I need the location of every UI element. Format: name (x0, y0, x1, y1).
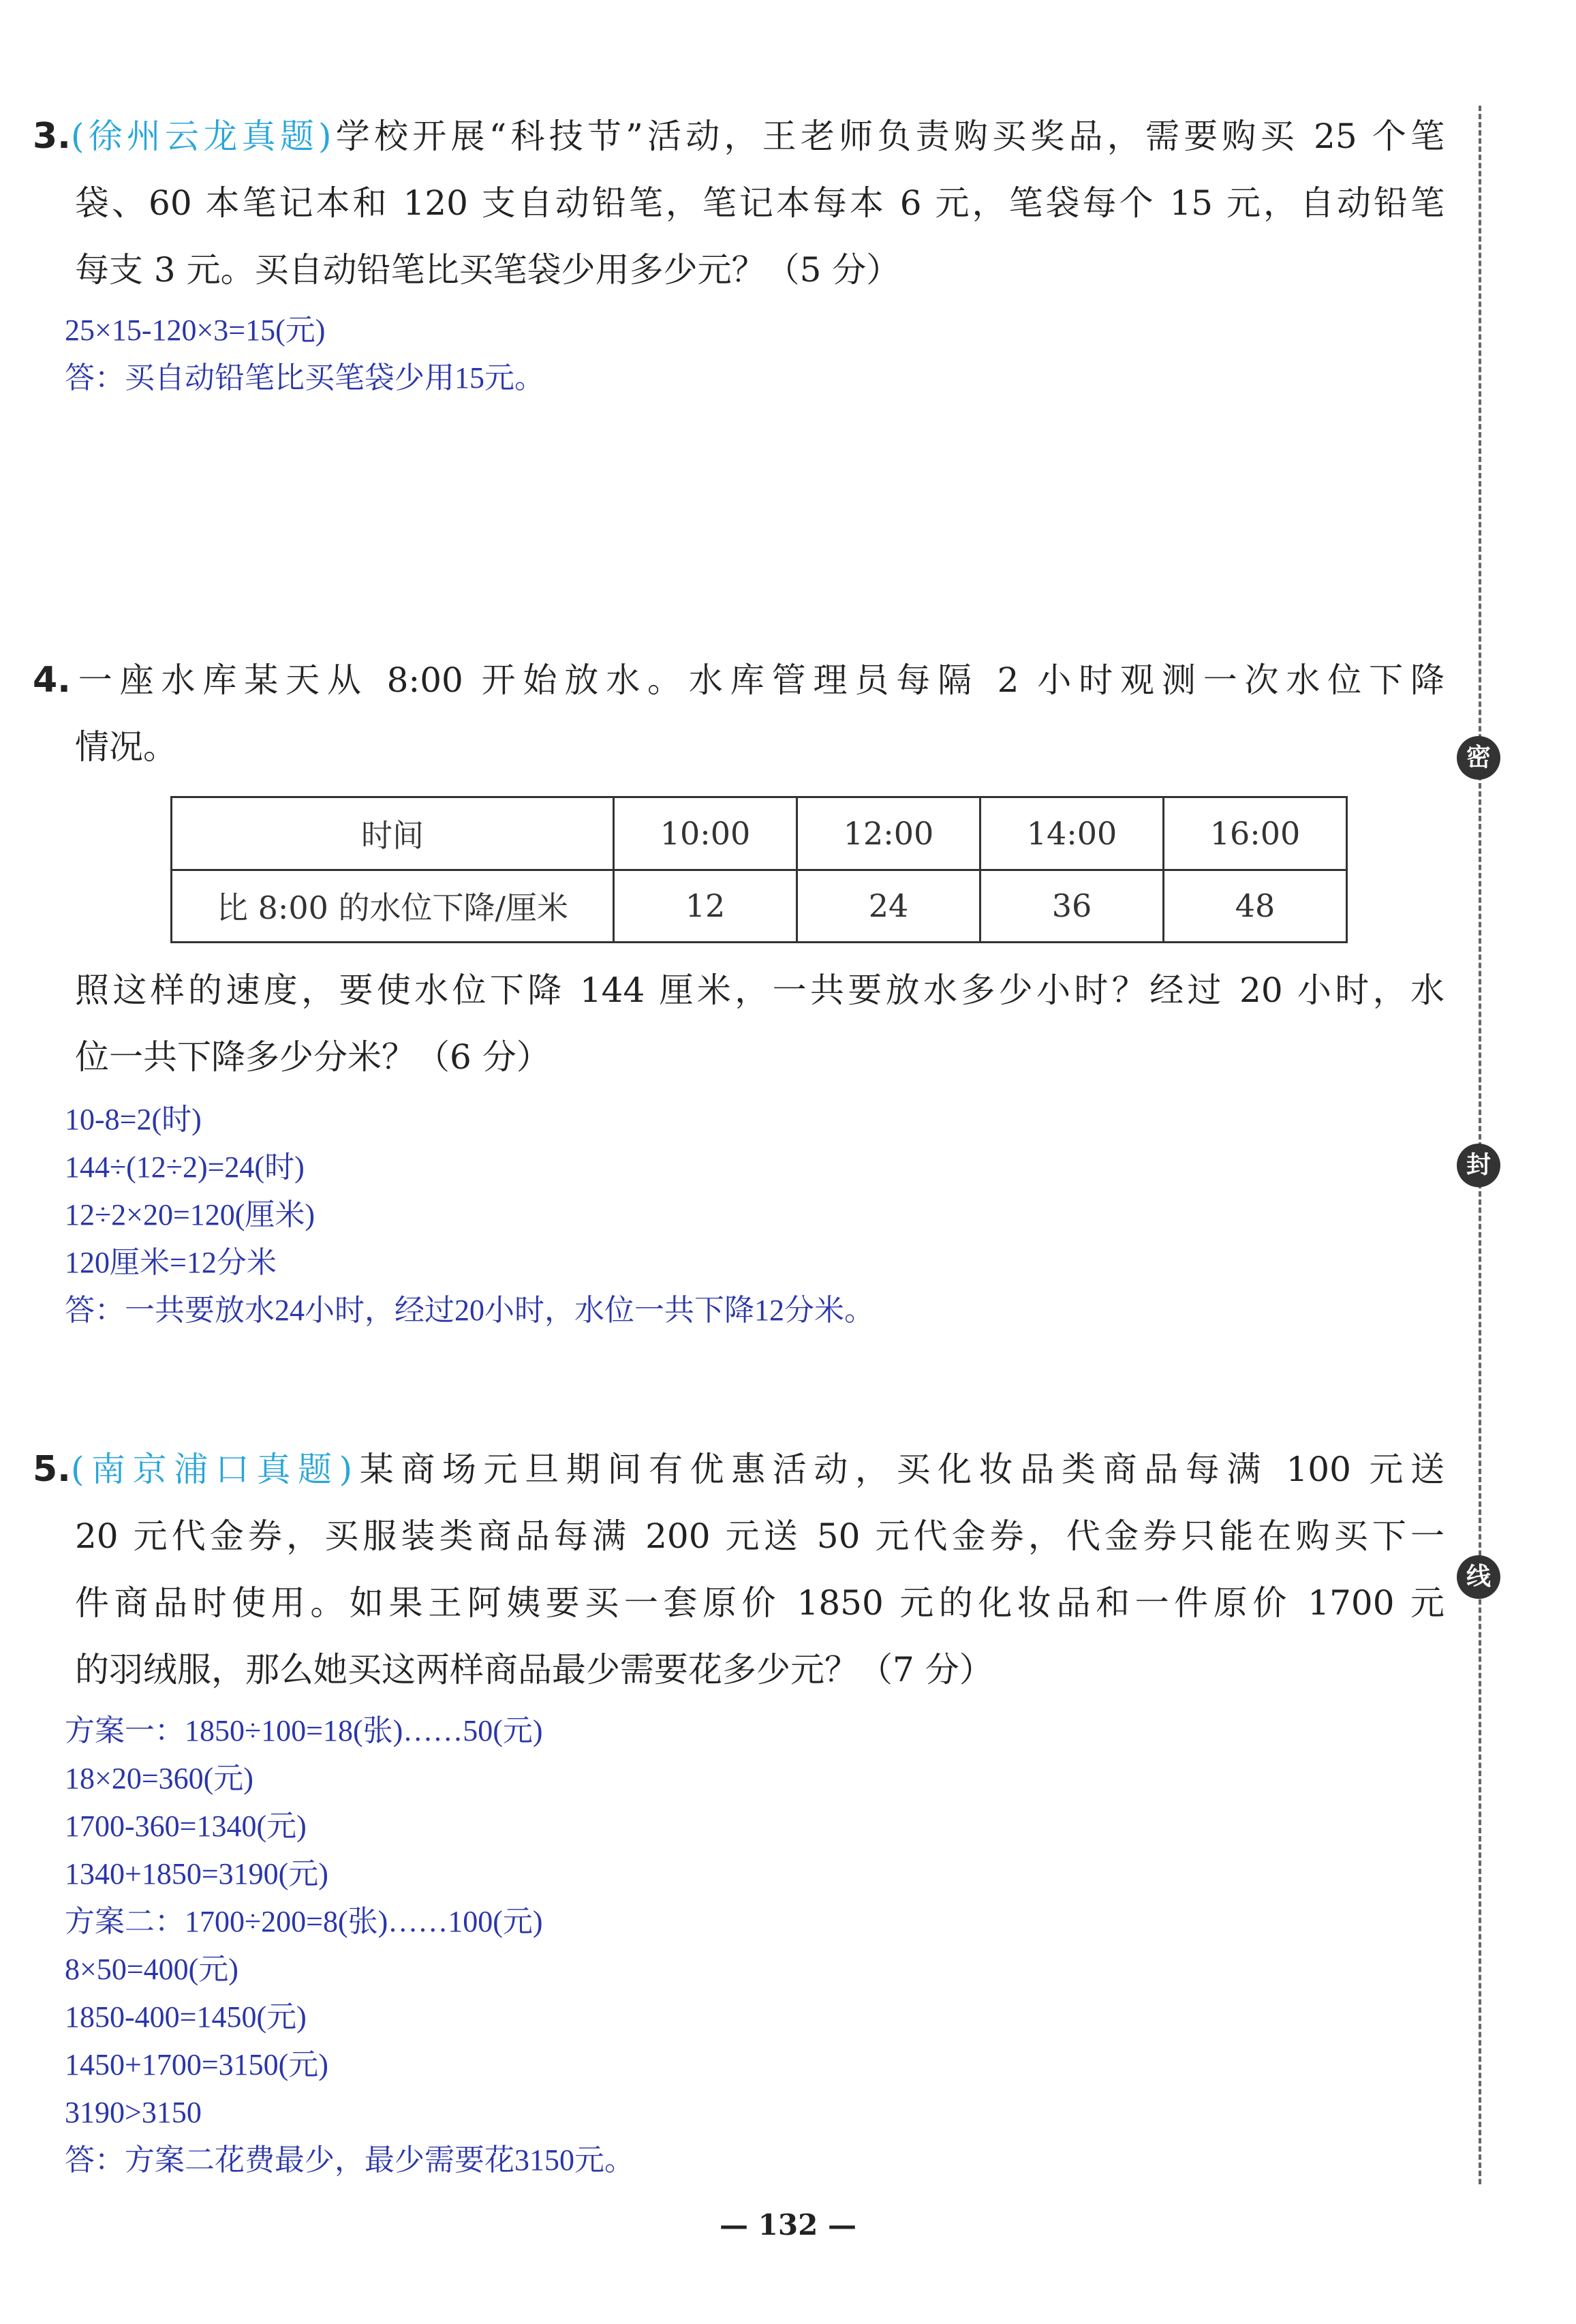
q4-answer-line-4: 120厘米=12分米 (65, 1246, 277, 1279)
table-row (172, 797, 1347, 870)
q5-answer-line-10: 答：方案二花费最少，最少需要花3150元。 (65, 2143, 634, 2177)
page-number: — 132 — (720, 2208, 856, 2242)
table-cell-time: 16:00 (1164, 797, 1347, 870)
q3-number: 3. (33, 116, 71, 157)
q5-answer-line-1: 方案一：1850÷100=18(张)……50(元) (65, 1714, 543, 1747)
q4-line-2: 情况。 (75, 727, 177, 767)
table-cell-drop: 48 (1164, 870, 1347, 943)
q5-answer-line-7: 1850-400=1450(元) (65, 2000, 307, 2034)
q5-answer-line-3: 1700-360=1340(元) (65, 1809, 307, 1843)
q5-answer-line-8: 1450+1700=3150(元) (65, 2048, 328, 2081)
q5-line-1: 5.(南京浦口真题)某商场元旦期间有优惠活动，买化妆品类商品每满 100 元送 (33, 1449, 1444, 1490)
seal-mark-xian: 线 (1457, 1555, 1500, 1599)
q4-answer-line-5: 答：一共要放水24小时，经过20小时，水位一共下降12分米。 (65, 1294, 874, 1327)
q5-line-2: 20 元代金券，买服装类商品每满 200 元送 50 元代金券，代金券只能在购买下一 (75, 1516, 1444, 1556)
q3-answer-line-2: 答：买自动铅笔比买笔袋少用15元。 (65, 361, 544, 395)
seal-mark-mi: 密 (1457, 736, 1500, 780)
q5-answer-line-6: 8×50=400(元) (65, 1953, 238, 1986)
q5-answer-line-4: 1340+1850=3190(元) (65, 1857, 328, 1891)
q5-answer-line-2: 18×20=360(元) (65, 1762, 253, 1795)
q5-number: 5. (33, 1449, 71, 1490)
q4-line-3: 照这样的速度，要使水位下降 144 厘米，一共要放水多少小时？经过 20 小时，水 (75, 970, 1444, 1010)
q5-source-tag: (南京浦口真题) (70, 1450, 353, 1489)
q3-line-2: 袋、60 本笔记本和 120 支自动铅笔，笔记本每本 6 元，笔袋每个 15 元，自动铅笔 (75, 183, 1444, 223)
table-cell-drop: 24 (797, 870, 980, 943)
q3-source-tag: (徐州云龙真题) (70, 117, 332, 156)
q5-answer-line-5: 方案二：1700÷200=8(张)……100(元) (65, 1905, 543, 1938)
q5-line-4: 的羽绒服，那么她买这两样商品最少需要花多少元？（7 分） (75, 1650, 993, 1690)
table-cell-drop: 12 (614, 870, 797, 943)
table-cell-time: 10:00 (614, 797, 797, 870)
table-header-time: 时间 (172, 797, 614, 870)
table-cell-time: 14:00 (980, 797, 1164, 870)
q4-line-1: 4.一座水库某天从 8:00 开始放水。水库管理员每隔 2 小时观测一次水位下降 (33, 660, 1444, 701)
q4-line-4: 位一共下降多少分米？（6 分） (75, 1037, 551, 1077)
seal-mark-feng: 封 (1457, 1144, 1500, 1187)
table-header-drop: 比 8:00 的水位下降/厘米 (172, 870, 614, 943)
q3-answer-line-1: 25×15-120×3=15(元) (65, 314, 326, 347)
q4-number: 4. (33, 660, 71, 701)
table-row (172, 870, 1347, 943)
q4-answer-line-1: 10-8=2(时) (65, 1103, 202, 1136)
q3-line-3: 每支 3 元。买自动铅笔比买笔袋少用多少元？（5 分） (75, 250, 901, 290)
q3-line-1: 3.(徐州云龙真题)学校开展“科技节”活动，王老师负责购买奖品，需要购买 25 个笔 (33, 116, 1444, 157)
q5-line-3: 件商品时使用。如果王阿姨要买一套原价 1850 元的化妆品和一件原价 1700 元 (75, 1583, 1444, 1623)
table-cell-time: 12:00 (797, 797, 980, 870)
q4-answer-line-3: 12÷2×20=120(厘米) (65, 1198, 315, 1232)
q4-answer-line-2: 144÷(12÷2)=24(时) (65, 1150, 305, 1184)
q5-answer-line-9: 3190>3150 (65, 2096, 202, 2129)
water-level-table (170, 796, 1348, 943)
table-cell-drop: 36 (980, 870, 1164, 943)
